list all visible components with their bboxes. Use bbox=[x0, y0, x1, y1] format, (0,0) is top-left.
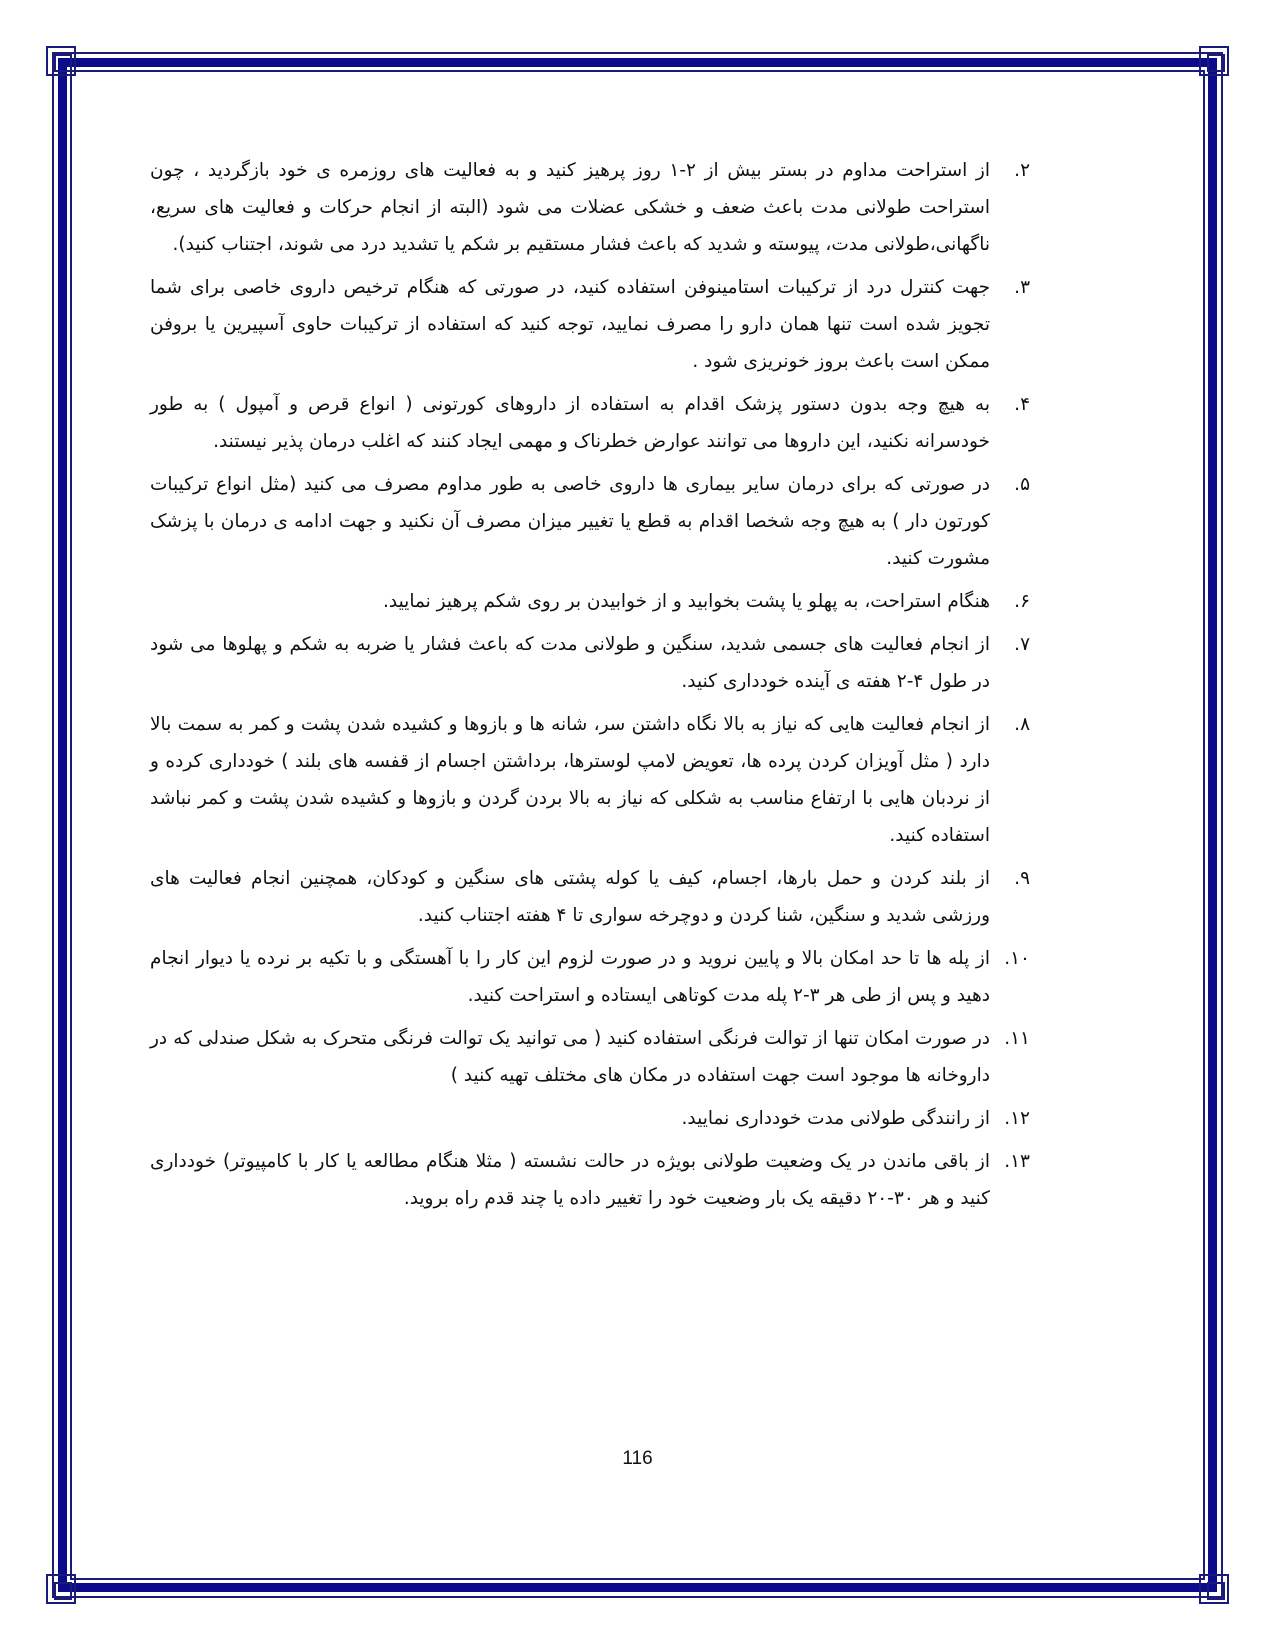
corner-ornament-bottom-right bbox=[1199, 1574, 1229, 1604]
list-item-text: از پله ها تا حد امکان بالا و پایین نروید و در صورت لزوم این کار را با آهستگی و با تکیه بر نرده یا دیوار انجام دهید و پس از طی هر ۳-۲ پله مدت کوتاهی ایستاده و استراحت کنید. bbox=[150, 948, 990, 1006]
list-item-number: ۱۰. bbox=[1004, 948, 1030, 969]
list-item-number: ۹. bbox=[1014, 868, 1030, 889]
list-item bbox=[150, 583, 1030, 620]
list-item-text: در صورتی که برای درمان سایر بیماری ها داروی خاصی به طور مداوم مصرف می کنید (مثل انواع ترکیبات کورتون دار ) به هیچ وجه شخصا اقدام به قطع یا تغییر میزان مصرف آن نکنید و جهت ادامه ی درمان با پزشک مشورت کنید. bbox=[150, 474, 990, 569]
list-item-number: ۱۳. bbox=[1004, 1151, 1030, 1172]
list-item-text: به هیچ وجه بدون دستور پزشک اقدام به استفاده از داروهای کورتونی ( انواع قرص و آمپول ) به طور خودسرانه نکنید، این داروها می توانند عوارض خطرناک و مهمی ایجاد کنند که اغلب درمان پذیر نیستند. bbox=[150, 394, 990, 452]
list-item-text: از انجام فعالیت های جسمی شدید، سنگین و طولانی مدت که باعث فشار یا ضربه به شکم و پهلوها می شود در طول ۴-۲ هفته ی آینده خودداری کنید. bbox=[150, 634, 990, 692]
list-item bbox=[150, 1020, 1030, 1094]
list-item-text: از بلند کردن و حمل بارها، اجسام، کیف یا کوله پشتی های سنگین و کودکان، همچنین انجام فعالیت های ورزشی شدید و سنگین، شنا کردن و دوچرخه سواری تا ۴ هفته اجتناب کنید. bbox=[150, 868, 990, 926]
page-number: 116 bbox=[622, 1448, 653, 1469]
list-item-number: ۵. bbox=[1014, 474, 1030, 495]
list-item-number: ۶. bbox=[1014, 591, 1030, 612]
list-item-text: از باقی ماندن در یک وضعیت طولانی بویژه در حالت نشسته ( مثلا هنگام مطالعه یا کار با کامپیوتر) خودداری کنید و هر ۳۰-۲۰ دقیقه یک بار وضعیت خود را تغییر داده یا چند قدم راه بروید. bbox=[150, 1151, 990, 1209]
list-item-number: ۸. bbox=[1014, 714, 1030, 735]
list-item-text: جهت کنترل درد از ترکیبات استامینوفن استفاده کنید، در صورتی که هنگام ترخیص داروی خاصی برای شما تجویز شده است تنها همان دارو را مصرف نمایید، توجه کنید که استفاده از ترکیبات حاوی آسپیرین یا بروفن ممکن است باعث بروز خونریزی شود . bbox=[150, 277, 990, 372]
corner-ornament-top-left bbox=[46, 46, 76, 76]
list-item-text: از استراحت مداوم در بستر بیش از ۲-۱ روز پرهیز کنید و به فعالیت های روزمره ی خود بازگردید ، چون استراحت طولانی مدت باعث ضعف و خشکی عضلات می شود (البته از انجام حرکات و فعالیت های سریع، ناگهانی،طولانی مدت، پیوسته و شدید که باعث فشار مستقیم بر شکم یا تشدید درد می شوند، اجتناب کنید). bbox=[150, 160, 990, 255]
corner-ornament-bottom-left bbox=[46, 1574, 76, 1604]
list-item bbox=[150, 152, 1030, 263]
list-item bbox=[150, 706, 1030, 854]
list-item bbox=[150, 466, 1030, 577]
list-item bbox=[150, 1143, 1030, 1217]
corner-ornament-top-right bbox=[1199, 46, 1229, 76]
list-item-number: ۱۱. bbox=[1004, 1028, 1030, 1049]
list-item bbox=[150, 1100, 1030, 1137]
list-item-number: ۳. bbox=[1014, 277, 1030, 298]
list-item-text: از رانندگی طولانی مدت خودداری نمایید. bbox=[681, 1108, 990, 1129]
list-item bbox=[150, 626, 1030, 700]
list-item-number: ۷. bbox=[1014, 634, 1030, 655]
list-item-number: ۲. bbox=[1014, 160, 1030, 181]
list-item-text: در صورت امکان تنها از توالت فرنگی استفاده کنید ( می توانید یک توالت فرنگی متحرک به شکل صندلی که در داروخانه ها موجود است جهت استفاده در مکان های مختلف تهیه کنید ) bbox=[150, 1028, 990, 1086]
instruction-list bbox=[150, 152, 1030, 1223]
list-item bbox=[150, 860, 1030, 934]
list-item-number: ۱۲. bbox=[1004, 1108, 1030, 1129]
list-item-text: هنگام استراحت، به پهلو یا پشت بخوابید و از خوابیدن بر روی شکم پرهیز نمایید. bbox=[383, 591, 990, 612]
list-item bbox=[150, 940, 1030, 1014]
list-item-number: ۴. bbox=[1014, 394, 1030, 415]
list-item-text: از انجام فعالیت هایی که نیاز به بالا نگاه داشتن سر، شانه ها و بازوها و کشیده شدن پشت و کمر به سمت بالا دارد ( مثل آویزان کردن پرده ها، تعویض لامپ لوسترها، برداشتن اجسام از قفسه های بلند ) خودداری کرده و از نردبان هایی با ارتفاع مناسب به شکلی که نیاز به بالا بردن گردن و بازوها و کشیده شدن پشت و کمر نباشد استفاده کنید. bbox=[150, 714, 990, 846]
list-item bbox=[150, 269, 1030, 380]
list-item bbox=[150, 386, 1030, 460]
